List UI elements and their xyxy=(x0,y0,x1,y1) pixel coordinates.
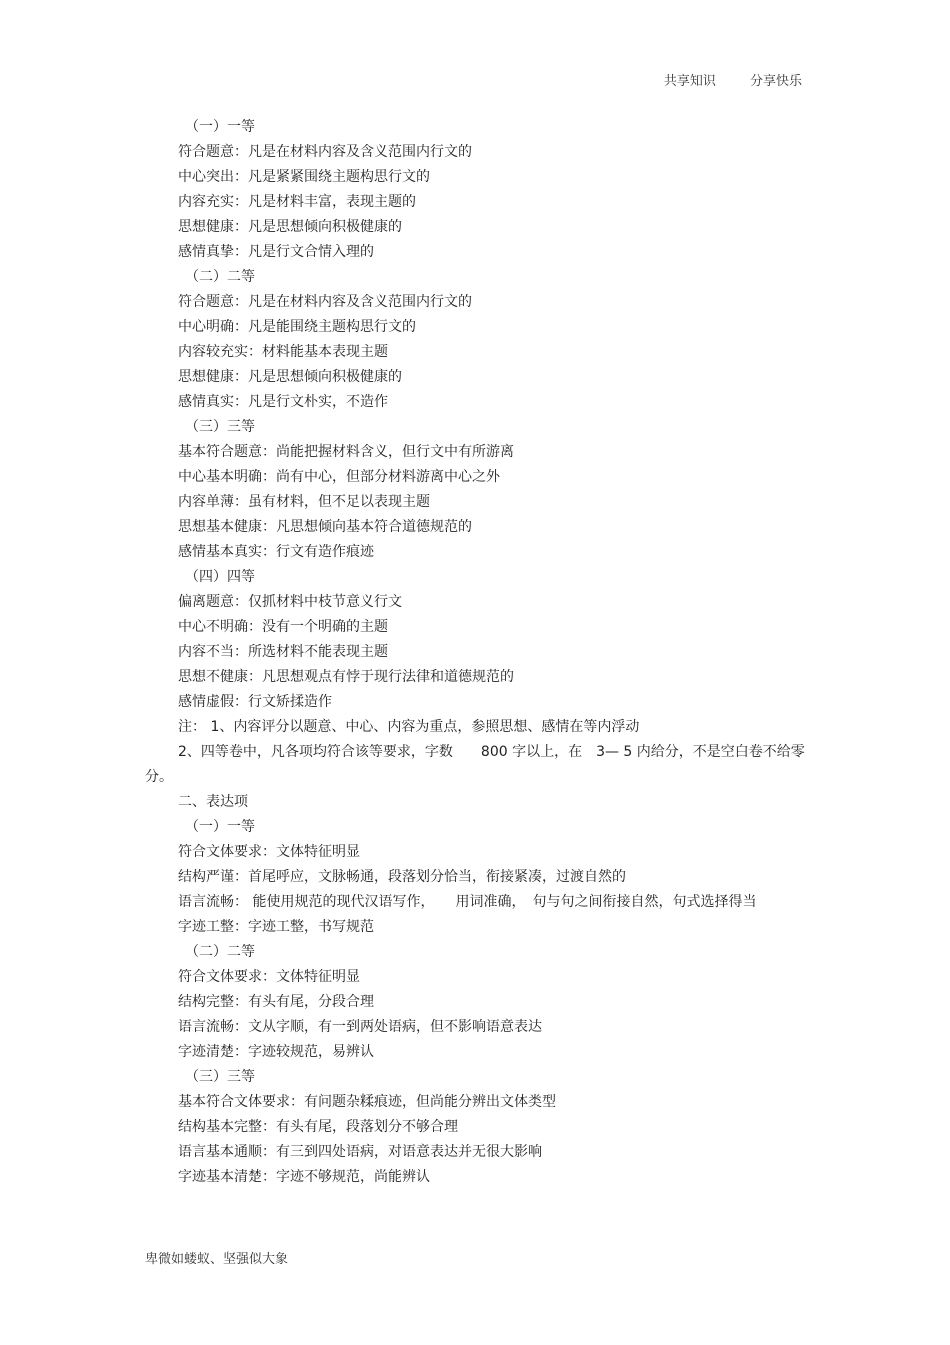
text-line: 感情真挚：凡是行文合情入理的 xyxy=(178,244,374,260)
section-heading: （三）三等 xyxy=(185,419,255,435)
page-header xyxy=(664,70,802,89)
text-line: 符合题意：凡是在材料内容及含义范围内行文的 xyxy=(178,144,472,160)
text-line: 语言基本通顺：有三到四处语病，对语意表达并无很大影响 xyxy=(178,1144,542,1160)
text-line: 结构严谨：首尾呼应，文脉畅通，段落划分恰当，衔接紧凑，过渡自然的 xyxy=(178,869,626,885)
text-line: 符合文体要求：文体特征明显 xyxy=(178,844,360,860)
text-line: 思想基本健康：凡思想倾向基本符合道德规范的 xyxy=(178,519,472,535)
header-left-text: 共享知识 xyxy=(663,74,716,89)
text-line: 结构完整：有头有尾，分段合理 xyxy=(178,994,374,1010)
text-line: 字迹工整：字迹工整，书写规范 xyxy=(178,919,374,935)
text-line: 符合题意：凡是在材料内容及含义范围内行文的 xyxy=(178,294,472,310)
section-heading: （二）二等 xyxy=(185,944,255,960)
text-line: 思想健康：凡是思想倾向积极健康的 xyxy=(178,369,402,385)
text-line: 感情基本真实：行文有造作痕迹 xyxy=(178,544,374,560)
section-heading: （四）四等 xyxy=(185,569,255,585)
text-line: 语言流畅： 能使用规范的现代汉语写作， 用词准确， 句与句之间衔接自然，句式选择得当 xyxy=(178,894,757,910)
text-line: 感情虚假：行文矫揉造作 xyxy=(178,694,332,710)
text-line: 符合文体要求：文体特征明显 xyxy=(178,969,360,985)
text-line: 基本符合文体要求：有问题杂糅痕迹，但尚能分辨出文体类型 xyxy=(178,1094,556,1110)
text-line: 内容单薄：虽有材料，但不足以表现主题 xyxy=(178,494,430,510)
text-line: 内容不当：所选材料不能表现主题 xyxy=(178,644,388,660)
text-line: 语言流畅：文从字顺，有一到两处语病，但不影响语意表达 xyxy=(178,1019,542,1035)
text-line: 字迹基本清楚：字迹不够规范，尚能辨认 xyxy=(178,1169,430,1185)
text-line: 中心基本明确：尚有中心，但部分材料游离中心之外 xyxy=(178,469,500,485)
section-heading: （二）二等 xyxy=(185,269,255,285)
text-line: 思想不健康：凡思想观点有悖于现行法律和道德规范的 xyxy=(178,669,514,685)
page-footer: 卑微如蝼蚁、坚强似大象 xyxy=(145,1252,289,1267)
text-line: 字迹清楚：字迹较规范，易辨认 xyxy=(178,1044,374,1060)
text-line: 注： 1、内容评分以题意、中心、内容为重点，参照思想、感情在等内浮动 xyxy=(178,719,640,735)
text-line: 思想健康：凡是思想倾向积极健康的 xyxy=(178,219,402,235)
text-line: 内容较充实：材料能基本表现主题 xyxy=(178,344,388,360)
text-line: 感情真实：凡是行文朴实，不造作 xyxy=(178,394,388,410)
section-heading: （一）一等 xyxy=(185,819,255,835)
section-heading: （一）一等 xyxy=(185,119,255,135)
document-body xyxy=(145,115,805,1190)
text-line: 中心明确：凡是能围绕主题构思行文的 xyxy=(178,319,416,335)
text-line: 偏离题意：仅抓材料中枝节意义行文 xyxy=(178,594,402,610)
text-line: 二、表达项 xyxy=(178,794,248,810)
section-heading: （三）三等 xyxy=(185,1069,255,1085)
text-line: 中心不明确：没有一个明确的主题 xyxy=(178,619,388,635)
text-line: 2、四等卷中，凡各项均符合该等要求，字数 800 字以上，在 3— 5 内给分，不是空白卷不给零分。 xyxy=(145,744,805,785)
text-line: 中心突出：凡是紧紧围绕主题构思行文的 xyxy=(178,169,430,185)
text-line: 结构基本完整：有头有尾，段落划分不够合理 xyxy=(178,1119,458,1135)
header-right-text: 分享快乐 xyxy=(749,74,802,89)
text-line: 基本符合题意：尚能把握材料含义，但行文中有所游离 xyxy=(178,444,514,460)
text-line: 内容充实：凡是材料丰富，表现主题的 xyxy=(178,194,416,210)
